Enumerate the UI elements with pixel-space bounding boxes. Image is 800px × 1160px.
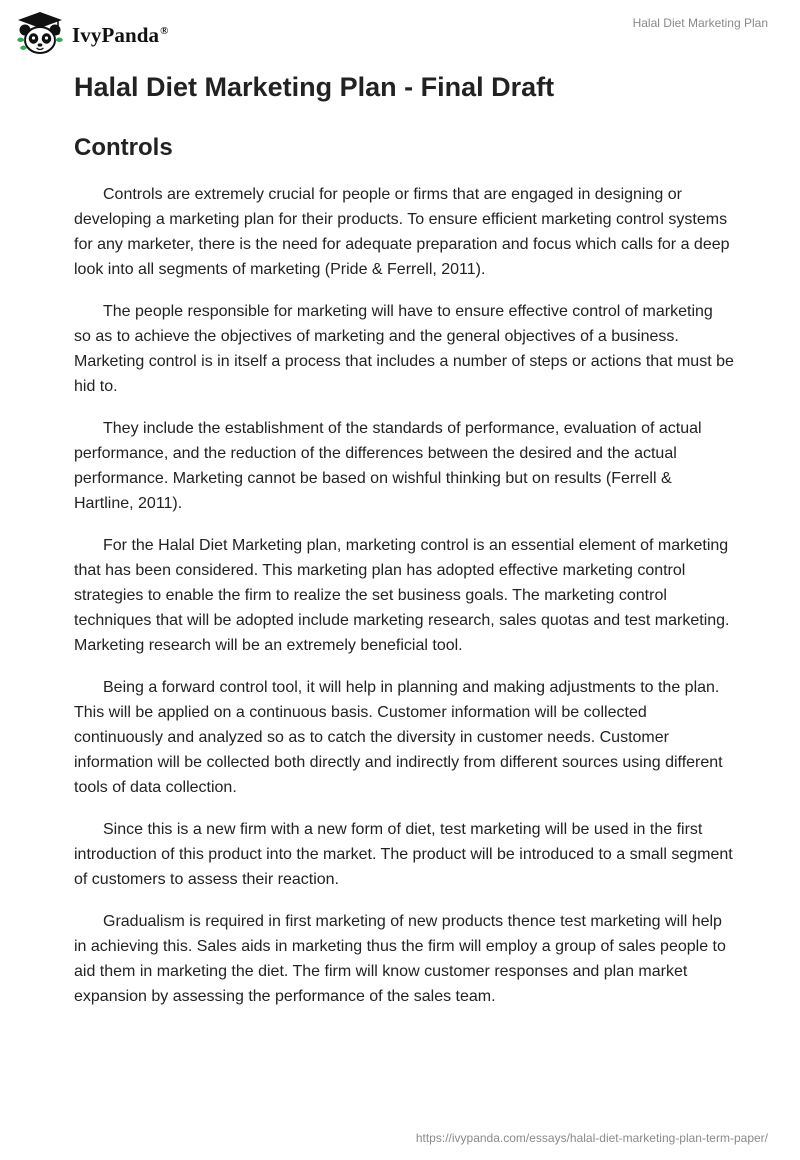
- source-url[interactable]: https://ivypanda.com/essays/halal-diet-marketing-plan-term-paper/: [415, 1131, 768, 1145]
- paragraph: The people responsible for marketing will have to ensure effective control of marketing so as to achieve the objectives of marketing and the general objectives of a business. Marketing control is in itself a process that includes a number of steps or actions that must be hid to.: [74, 303, 734, 395]
- running-title: Halal Diet Marketing Plan: [632, 16, 768, 30]
- paragraph: They include the establishment of the standards of performance, evaluation of actual performance, and the reduction of the differences between the desired and the actual performance. Marketing cannot be based on wishful thinking but on results (Ferrell & Hartline, 2011).: [74, 420, 702, 512]
- paragraph: Gradualism is required in first marketing of new products thence test marketing will help in achieving this. Sales aids in marketing thus the firm will employ a group of sales people to aid them in marketing the diet. The firm will know customer responses and plan market expansion by assessing the performance of the sales team.: [74, 913, 726, 1005]
- panda-graduate-icon: [14, 10, 66, 56]
- brand-logo[interactable]: [14, 10, 169, 56]
- paragraph: Since this is a new firm with a new form of diet, test marketing will be used in the first introduction of this product into the market. The product will be introduced to a small segment of customers to assess their reaction.: [74, 821, 733, 888]
- logo-wordmark: IvyPanda®: [72, 22, 169, 47]
- paragraph: Being a forward control tool, it will help in planning and making adjustments to the plan. This will be applied on a continuous basis. Customer information will be collected continuously and analyzed so as to catch the diversity in customer needs. Customer information will be collected both directly and indirectly from different sources using different tools of data collection.: [74, 679, 723, 796]
- paragraph: For the Halal Diet Marketing plan, marketing control is an essential element of marketing that has been considered. This marketing plan has adopted effective marketing control strategies to enable the firm to realize the set business goals. The marketing control techniques that will be adopted include marketing research, sales quotas and test marketing. Marketing research will be an extremely beneficial tool.: [74, 537, 730, 654]
- page-title: Halal Diet Marketing Plan - Final Draft: [74, 72, 555, 102]
- article-body: [74, 182, 734, 1026]
- paragraph: Controls are extremely crucial for people or firms that are engaged in designing or developing a marketing plan for their products. To ensure efficient marketing control systems for any marketer, there is the need for adequate preparation and focus which calls for a deep look into all segments of marketing (Pride & Ferrell, 2011).: [74, 186, 730, 278]
- section-heading: Controls: [74, 134, 173, 161]
